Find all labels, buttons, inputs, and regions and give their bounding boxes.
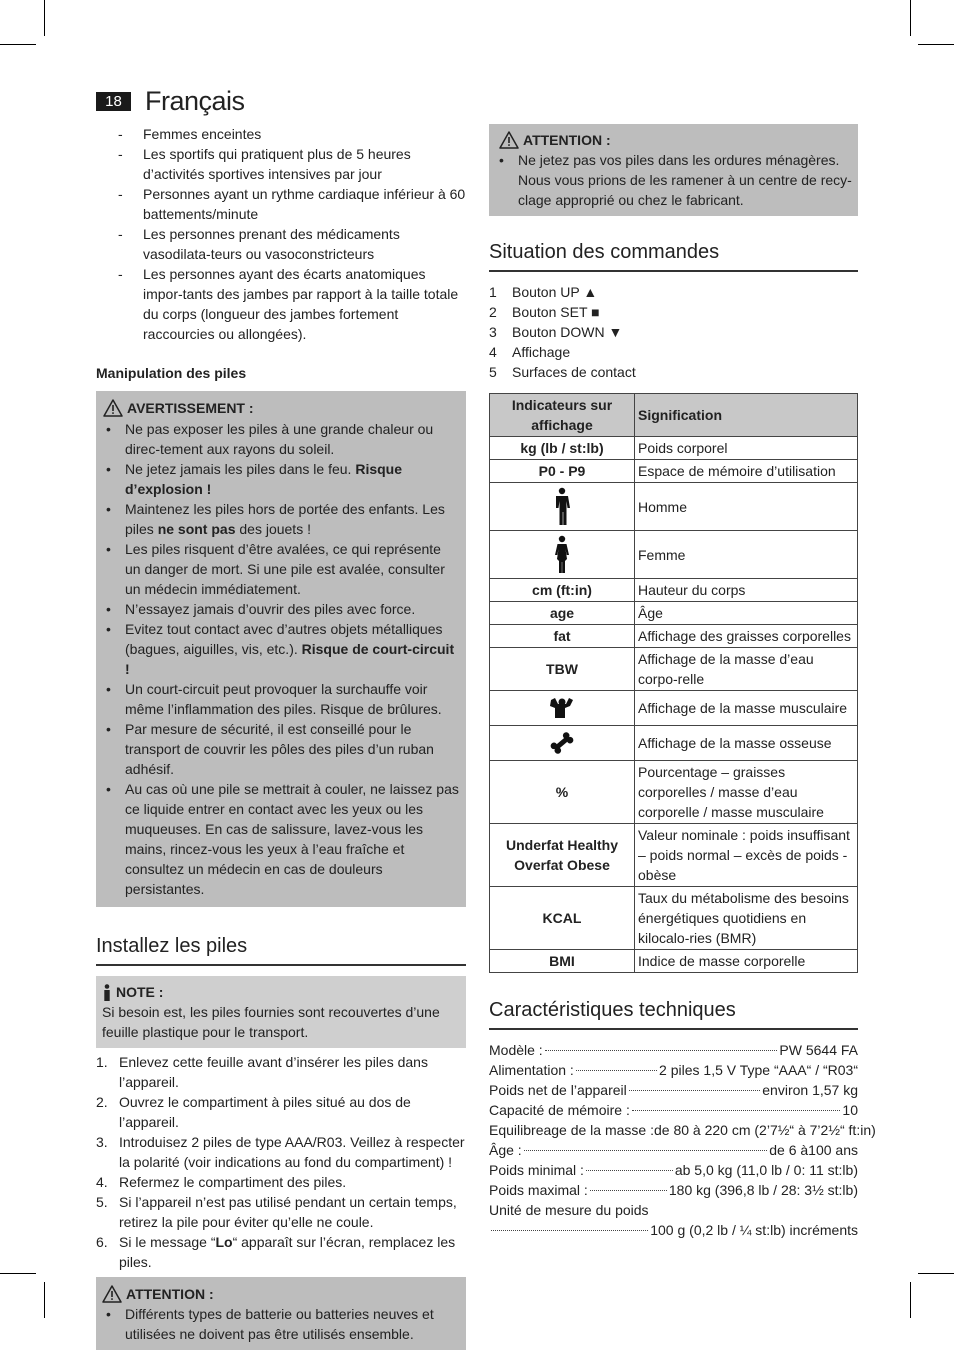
indicator-cell: kg (lb / st:lb) (490, 437, 635, 460)
meaning-cell: Indice de masse corporelle (635, 950, 858, 973)
specs-section-title: Caractéristiques techniques (489, 997, 858, 1030)
warning-list (102, 419, 460, 899)
spec-row: Capacité de mémoire : 10 (489, 1102, 858, 1118)
indicator-cell: Underfat Healthy Overfat Obese (490, 824, 635, 887)
dot-leader (629, 1090, 761, 1091)
crop-mark (44, 0, 45, 36)
meaning-cell: Taux du métabolisme des besoins énergétiques quotidiens en kilocalo-ries (BMR) (635, 887, 858, 950)
control-item: 5 Surfaces de contact (489, 364, 636, 380)
attention-box-right (489, 124, 858, 216)
control-item: 4 Affichage (489, 344, 571, 360)
meaning-cell: Affichage de la masse musculaire (635, 691, 858, 726)
table-row (490, 531, 858, 579)
table-row (490, 625, 858, 648)
table-row (490, 761, 858, 824)
list-item: • Les piles risquent d’être avalées, ce qui représente un danger de mort. Si une pile est avalée, consulter un médecin immédiatement. (102, 539, 460, 599)
control-item: 3 Bouton DOWN ▼ (489, 324, 623, 340)
table-header-indicator: Indicateurs sur affichage (490, 394, 635, 437)
indicator-cell: % (490, 761, 635, 824)
table-row (490, 726, 858, 761)
indicator-cell: fat (490, 625, 635, 648)
indicator-cell: KCAL (490, 887, 635, 950)
contraindication-list (96, 124, 466, 344)
spec-row: Alimentation : 2 piles 1,5 V Type “AAA“ / “R03“ (489, 1062, 858, 1078)
dot-leader (545, 1050, 778, 1051)
indicator-table (489, 393, 858, 973)
warning-triangle-icon (102, 1285, 122, 1303)
list-item: • Par mesure de sécurité, il est conseillé pour le transport de couvrir les pôles des piles d’un ruban adhésif. (102, 719, 460, 779)
indicator-cell: cm (ft:in) (490, 579, 635, 602)
step-item: 5. Si l’appareil n’est pas utilisé pendant un certain temps, retirez la pile pour éviter qu’elle ne coule. (96, 1194, 457, 1230)
list-item: • Ne jetez pas vos piles dans les ordures ménagères. Nous vous prions de les ramener à un centre de recy-clage approprié ou chez le fabricant. (495, 150, 852, 210)
spec-row: Equilibreage de la masse :de 80 à 220 cm (2’7½“ à 7’2½“ ft:in) (489, 1122, 876, 1138)
spec-row: 100 g (0,2 lb / ¼ st:lb) incréments (489, 1220, 858, 1240)
attention-list (102, 1304, 460, 1344)
crop-mark (910, 1282, 911, 1318)
bone-icon (549, 731, 575, 755)
controls-section-title: Situation des commandes (489, 239, 858, 272)
specs-list (489, 1040, 876, 1240)
note-title: NOTE : (102, 982, 460, 1002)
list-item: - Personnes ayant un rythme cardiaque inférieur à 60 battements/minute (96, 184, 466, 224)
step-item: 3. Introduisez 2 piles de type AAA/R03. Veillez à respecter la polarité (voir indications au fond du compartiment) ! (96, 1134, 465, 1170)
list-item: - Les sportifs qui pratiquent plus de 5 heures d’activités sportives intensives par jour (96, 144, 466, 184)
list-item: • Un court-circuit peut provoquer la surchauffe voir même l’inflammation des piles. Risque de brûlures. (102, 679, 460, 719)
step-item: 6. Si le message “Lo“ apparaît sur l’écran, remplacez les piles. (96, 1234, 456, 1270)
meaning-cell: Affichage de la masse d’eau corpo-relle (635, 648, 858, 691)
meaning-cell: Pourcentage – graisses corporelles / masse d’eau corporelle / masse musculaire (635, 761, 858, 824)
woman-icon (550, 535, 574, 575)
table-row (490, 460, 858, 483)
control-item: 1 Bouton UP ▲ (489, 284, 598, 300)
list-item: - Femmes enceintes (96, 124, 466, 144)
list-item: • Ne jetez jamais les piles dans le feu. Risque d’explosion ! (102, 459, 460, 499)
control-item: 2 Bouton SET ■ (489, 304, 600, 320)
list-item: • Ne pas exposer les piles à une grande chaleur ou direc-tement aux rayons du soleil. (102, 419, 460, 459)
install-steps (96, 1052, 466, 1272)
page-number: 18 (96, 92, 131, 111)
list-item: - Les personnes prenant des médicaments vasodilata-teurs ou vasoconstricteurs (96, 224, 466, 264)
spec-row: Unité de mesure du poids (489, 1202, 649, 1218)
crop-mark (918, 44, 954, 45)
dot-leader (491, 1230, 648, 1231)
indicator-cell (490, 726, 635, 761)
indicator-cell (490, 531, 635, 579)
meaning-cell: Hauteur du corps (635, 579, 858, 602)
meaning-cell: Poids corporel (635, 437, 858, 460)
warning-title: AVERTISSEMENT : (103, 398, 460, 418)
indicator-cell: TBW (490, 648, 635, 691)
list-item: • Différents types de batterie ou batteries neuves et utilisées ne doivent pas être utilisés ensemble. (102, 1304, 460, 1344)
meaning-cell: Homme (635, 483, 858, 531)
man-icon (550, 487, 574, 527)
meaning-cell: Âge (635, 602, 858, 625)
list-item: • Au cas où une pile se mettrait à couler, ne laissez pas ce liquide entrer en contact avec les yeux ou les muqueuses. En cas de salissure, lavez-vous les mains, rincez-vous les yeux à l’eau fraîche et consultez un médecin en cas de douleurs persistantes. (102, 779, 460, 899)
table-row (490, 602, 858, 625)
table-row (490, 437, 858, 460)
list-item: - Les personnes ayant des écarts anatomiques impor-tants des jambes par rapport à la taille totale du corps (longueur des jambes fortement raccourcies ou allongées). (96, 264, 466, 344)
table-row (490, 887, 858, 950)
meaning-cell: Valeur nominale : poids insuffisant – poids normal – excès de poids - obèse (635, 824, 858, 887)
left-column (96, 124, 466, 1350)
dot-leader (524, 1150, 768, 1151)
install-section-title: Installez les piles (96, 933, 466, 966)
spec-row: Âge : de 6 à100 ans (489, 1142, 858, 1158)
battery-handling-heading: Manipulation des piles (96, 365, 247, 381)
muscle-icon (549, 696, 575, 720)
page-title: Français (145, 86, 245, 116)
note-box (96, 976, 466, 1048)
crop-mark (0, 44, 36, 45)
spec-row: Poids maximal : 180 kg (396,8 lb / 28: 3½ st:lb) (489, 1182, 858, 1198)
crop-mark (0, 1273, 36, 1274)
indicator-cell: age (490, 602, 635, 625)
meaning-cell: Femme (635, 531, 858, 579)
list-item: • N’essayez jamais d’ouvrir des piles avec force. (102, 599, 460, 619)
attention-title: ATTENTION : (499, 130, 852, 150)
table-row (490, 579, 858, 602)
meaning-cell: Affichage des graisses corporelles (635, 625, 858, 648)
dot-leader (586, 1170, 673, 1171)
table-row (490, 824, 858, 887)
step-item: 1. Enlevez cette feuille avant d’insérer les piles dans l’appareil. (96, 1054, 428, 1090)
meaning-cell: Espace de mémoire d’utilisation (635, 460, 858, 483)
table-header-meaning: Signification (635, 394, 858, 437)
step-item: 2. Ouvrez le compartiment à piles situé au dos de l’appareil. (96, 1094, 411, 1130)
attention-title: ATTENTION : (102, 1284, 460, 1304)
attention-list (495, 150, 852, 210)
warning-triangle-icon (103, 399, 123, 417)
info-icon (102, 984, 112, 1001)
spec-row: Modèle : PW 5644 FA (489, 1042, 858, 1058)
controls-list (489, 282, 858, 382)
indicator-cell (490, 691, 635, 726)
crop-mark (910, 0, 911, 36)
spec-row: Poids minimal : ab 5,0 kg (11,0 lb / 0: 11 st:lb) (489, 1162, 858, 1178)
dot-leader (590, 1190, 667, 1191)
warning-triangle-icon (499, 131, 519, 149)
indicator-cell: BMI (490, 950, 635, 973)
attention-box-left (96, 1277, 466, 1350)
spec-row: Poids net de l’appareil environ 1,57 kg (489, 1082, 858, 1098)
dot-leader (632, 1110, 841, 1111)
right-column (489, 124, 876, 1240)
note-text: Si besoin est, les piles fournies sont recouvertes d’une feuille plastique pour le transport. (102, 1004, 440, 1040)
table-row (490, 691, 858, 726)
crop-mark (918, 1273, 954, 1274)
dot-leader (576, 1070, 657, 1071)
indicator-cell: P0 - P9 (490, 460, 635, 483)
step-item: 4. Refermez le compartiment des piles. (96, 1174, 347, 1190)
meaning-cell: Affichage de la masse osseuse (635, 726, 858, 761)
table-row (490, 950, 858, 973)
warning-box (96, 391, 466, 907)
indicator-cell (490, 483, 635, 531)
list-item: • Maintenez les piles hors de portée des enfants. Les piles ne sont pas des jouets ! (102, 499, 460, 539)
list-item: • Evitez tout contact avec d’autres objets métalliques (bagues, aiguilles, vis, etc.). Risque de court-circuit ! (102, 619, 460, 679)
crop-mark (44, 1282, 45, 1318)
table-row (490, 648, 858, 691)
table-row (490, 483, 858, 531)
